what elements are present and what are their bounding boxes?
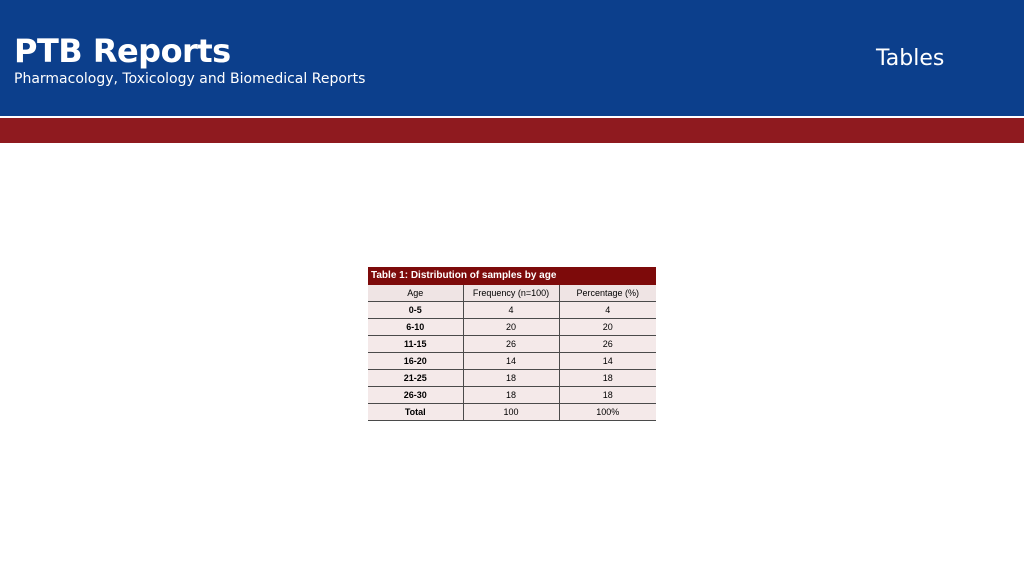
column-header-frequency: Frequency (n=100): [463, 285, 559, 302]
column-header-age: Age: [368, 285, 463, 302]
column-header-percentage: Percentage (%): [559, 285, 656, 302]
percentage-cell: 4: [559, 302, 656, 319]
table-row: [368, 353, 656, 370]
total-label-cell: Total: [368, 404, 463, 421]
percentage-cell: 20: [559, 319, 656, 336]
frequency-cell: 18: [463, 370, 559, 387]
frequency-cell: 18: [463, 387, 559, 404]
frequency-cell: 26: [463, 336, 559, 353]
table-header-row: [368, 285, 656, 302]
frequency-cell: 20: [463, 319, 559, 336]
age-cell: 0-5: [368, 302, 463, 319]
age-cell: 26-30: [368, 387, 463, 404]
table-figure: [368, 267, 656, 421]
table-row: [368, 336, 656, 353]
age-cell: 11-15: [368, 336, 463, 353]
age-cell: 21-25: [368, 370, 463, 387]
header-banner: [0, 0, 1024, 116]
percentage-cell: 18: [559, 370, 656, 387]
data-table: [368, 285, 656, 421]
table-row: [368, 319, 656, 336]
table-caption: Table 1: Distribution of samples by age: [368, 267, 656, 285]
age-cell: 6-10: [368, 319, 463, 336]
age-cell: 16-20: [368, 353, 463, 370]
percentage-cell: 18: [559, 387, 656, 404]
percentage-cell: 26: [559, 336, 656, 353]
table-row: [368, 370, 656, 387]
frequency-cell: 4: [463, 302, 559, 319]
table-row: [368, 387, 656, 404]
total-percentage-cell: 100%: [559, 404, 656, 421]
frequency-cell: 14: [463, 353, 559, 370]
total-frequency-cell: 100: [463, 404, 559, 421]
accent-bar: [0, 118, 1024, 143]
journal-subtitle: Pharmacology, Toxicology and Biomedical Reports: [14, 71, 366, 87]
section-title: Tables: [876, 46, 945, 71]
table-total-row: [368, 404, 656, 421]
table-row: [368, 302, 656, 319]
percentage-cell: 14: [559, 353, 656, 370]
journal-title: PTB Reports: [14, 32, 231, 70]
